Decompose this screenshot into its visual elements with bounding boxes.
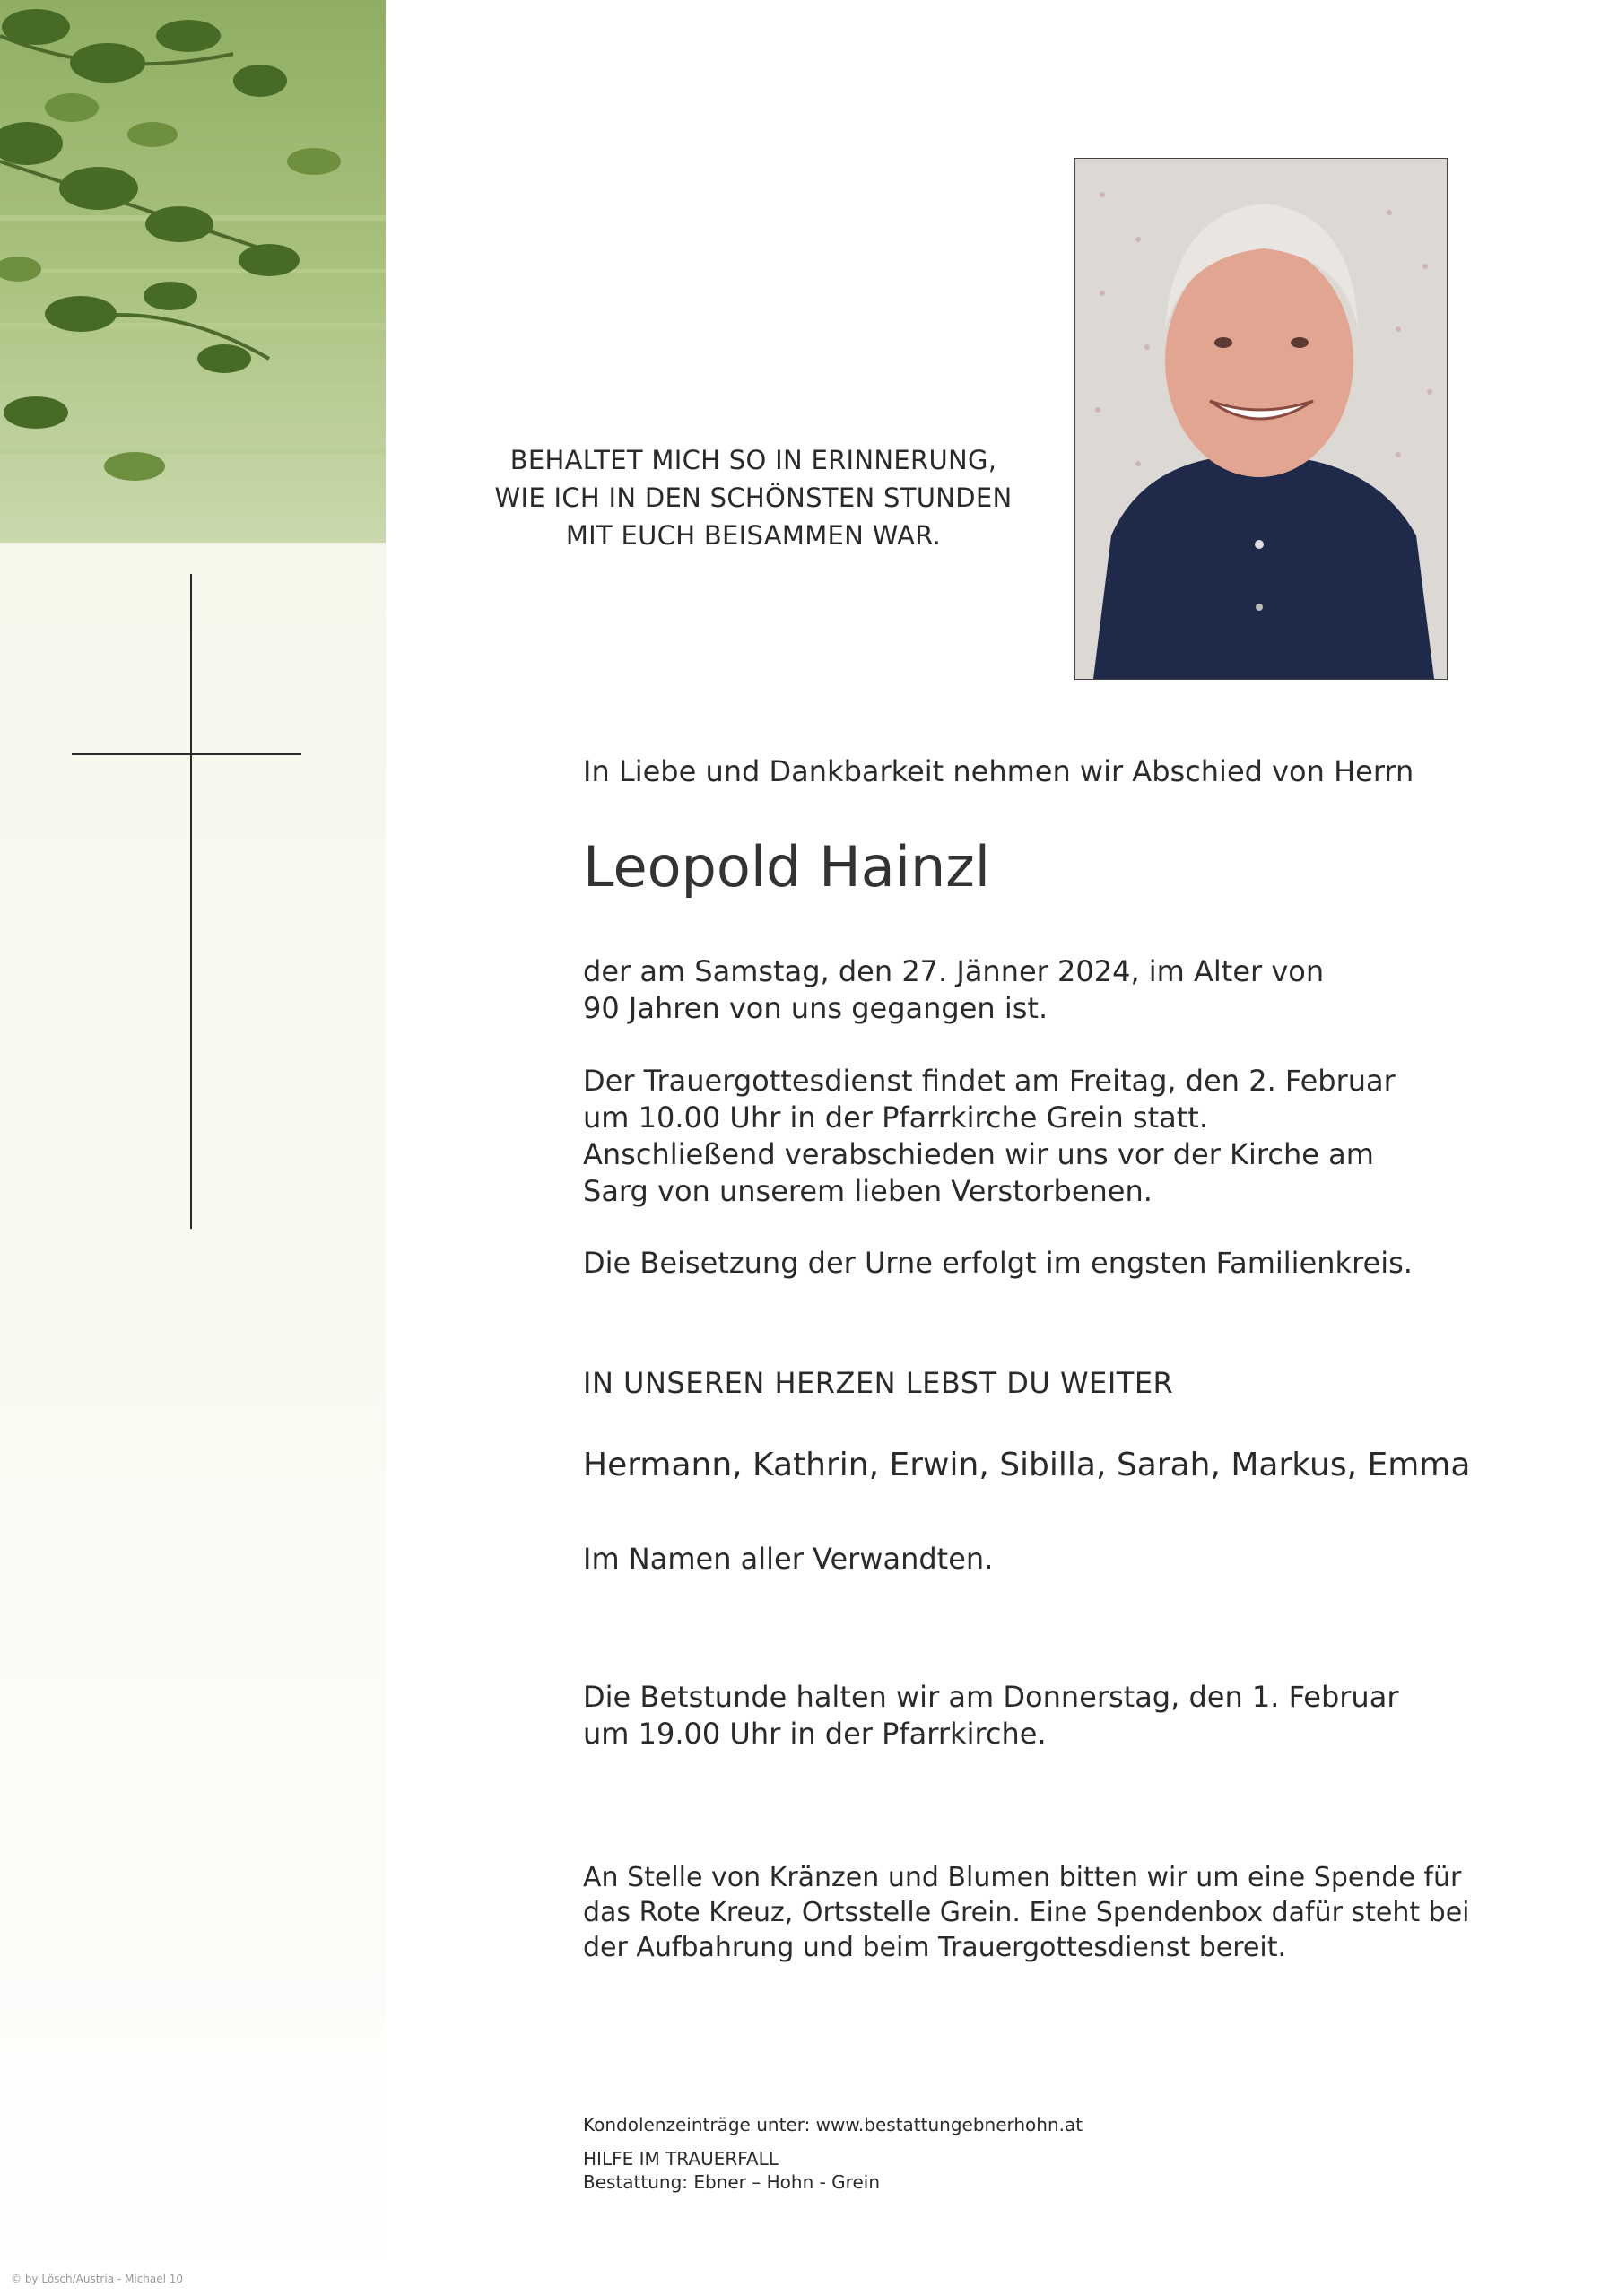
help-title: HILFE IM TRAUERFALL: [583, 2148, 779, 2170]
death-info: [583, 953, 1480, 1027]
motto-line: WIE ICH IN DEN SCHÖNSTEN STUNDEN: [494, 483, 1013, 513]
text-line: um 10.00 Uhr in der Pfarrkirche Grein statt.: [583, 1100, 1209, 1135]
prayer-info: [583, 1679, 1480, 1752]
text-line: Anschließend verabschieden wir uns vor der Kirche am: [583, 1137, 1374, 1171]
text-line: Der Trauergottesdienst findet am Freitag, den 2. Februar: [583, 1064, 1396, 1098]
text-line: Die Betstunde halten wir am Donnerstag, den 1. Februar: [583, 1680, 1399, 1714]
text-line: der Aufbahrung und beim Trauergottesdienst bereit.: [583, 1932, 1287, 1963]
service-info: [583, 1063, 1480, 1210]
motto-line: BEHALTET MICH SO IN ERINNERUNG,: [509, 445, 997, 475]
footer-info: [583, 2113, 1480, 2194]
burial-info: Die Beisetzung der Urne erfolgt im engsten Familienkreis.: [583, 1246, 1413, 1280]
family-names: Hermann, Kathrin, Erwin, Sibilla, Sarah, Markus, Emma: [583, 1447, 1471, 1483]
nature-photo: [0, 0, 386, 543]
heart-line: IN UNSEREN HERZEN LEBST DU WEITER: [583, 1366, 1174, 1400]
text-line: An Stelle von Kränzen und Blumen bitten wir um eine Spende für: [583, 1862, 1462, 1893]
intro-text: In Liebe und Dankbarkeit nehmen wir Abschied von Herrn: [583, 754, 1414, 788]
text-line: der am Samstag, den 27. Jänner 2024, im Alter von: [583, 954, 1325, 988]
motto-line: MIT EUCH BEISAMMEN WAR.: [565, 520, 942, 551]
text-line: das Rote Kreuz, Ortsstelle Grein. Eine Spendenbox dafür steht bei: [583, 1897, 1470, 1928]
donation-info: [583, 1860, 1480, 1965]
deceased-name: Leopold Hainzl: [583, 834, 991, 900]
memorial-motto: [466, 441, 1040, 554]
text-line: 90 Jahren von uns gegangen ist.: [583, 991, 1048, 1025]
copyright-mark: © by Lösch/Austria - Michael 10: [11, 2273, 184, 2285]
relatives-line: Im Namen aller Verwandten.: [583, 1542, 994, 1576]
undertaker-line: Bestattung: Ebner – Hohn - Grein: [583, 2171, 880, 2193]
text-line: Sarg von unserem lieben Verstorbenen.: [583, 1174, 1153, 1208]
portrait-photo: [1074, 158, 1448, 680]
condolence-link[interactable]: Kondolenzeinträge unter: www.bestattungebnerhohn.at: [583, 2114, 1083, 2135]
text-line: um 19.00 Uhr in der Pfarrkirche.: [583, 1717, 1047, 1751]
cross-symbol: [72, 574, 301, 1229]
